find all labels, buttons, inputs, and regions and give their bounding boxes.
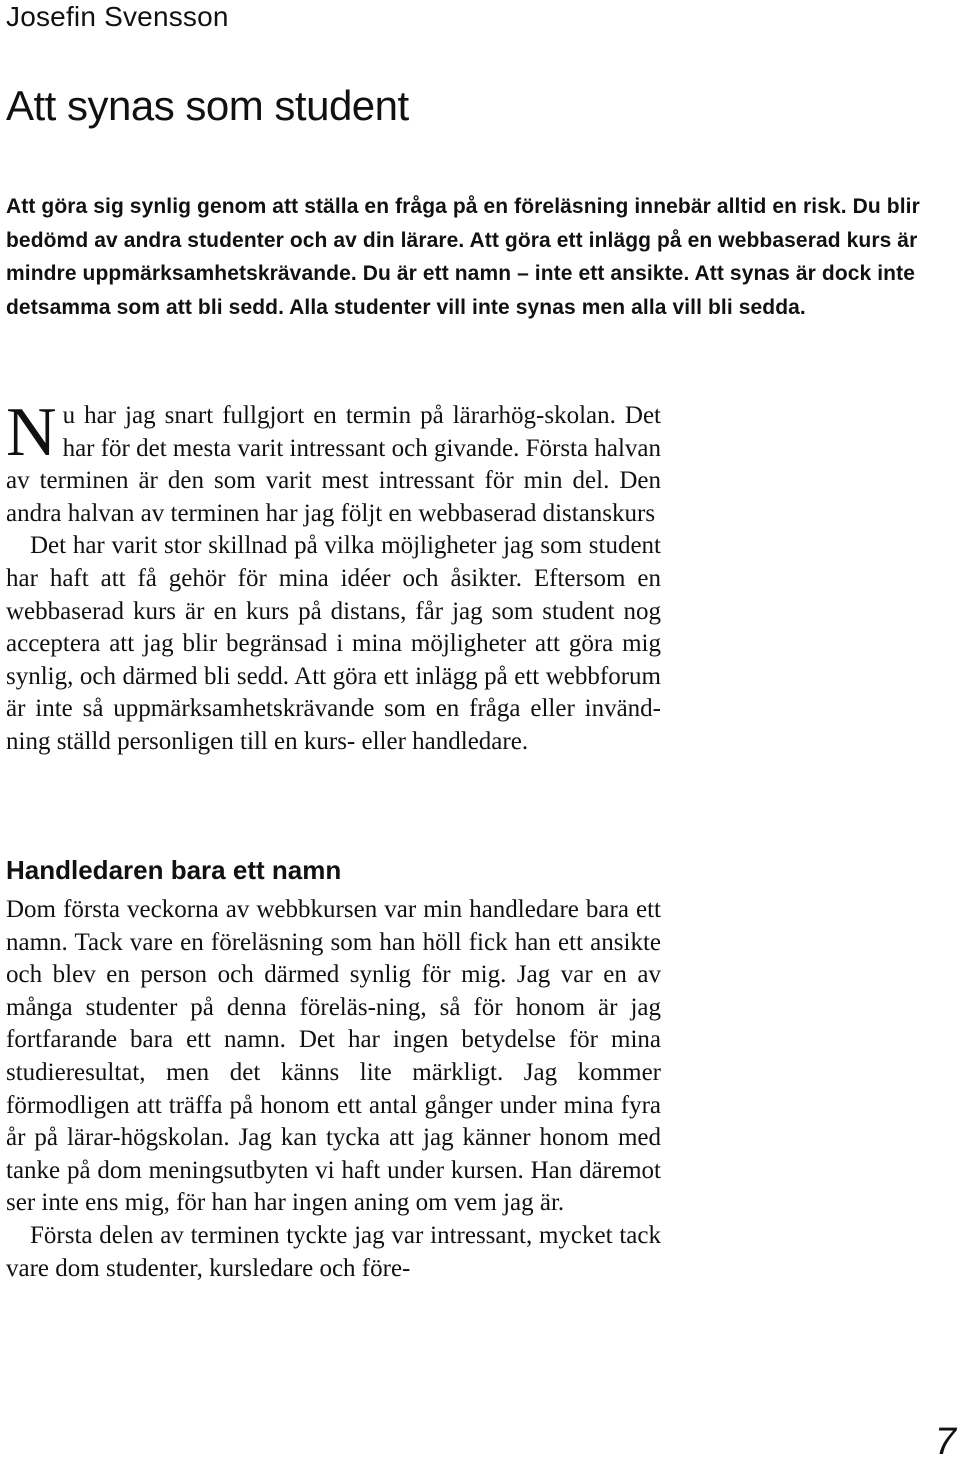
- section-heading: Handledaren bara ett namn: [6, 855, 342, 885]
- supervisor-paragraph: Dom första veckorna av webbkursen var min handledare bara ett namn. Tack vare en föreläsning som han höll fick han ett ansikte och blev en person och därmed synlig för mig. Jag var en av många studenter på denna föreläs-ning, så för honom är jag fortfarande bara ett namn. Det har ingen betydelse för mina studieresultat, men det känns lite märkligt. Jag kommer förmodligen att träffa på honom ett antal gånger under mina fyra år på lärar-högskolan. Jag kan tycka att jag känner honom med tanke på dom meningsutbyten vi haft under kursen. Han däremot ser inte ens mig, för han har ingen aning om vem jag är.: [6, 896, 661, 1217]
- body-section-supervisor: [6, 894, 661, 1285]
- author-name: Josefin Svensson: [6, 1, 229, 32]
- body-section-intro: [6, 394, 661, 759]
- intro-paragraph-text: u har jag snart fullgjort en termin på lärarhög-skolan. Det har för det mesta varit intressant och givande. Första halvan av terminen är den som varit mest intressant för min del. Den andra halvan av terminen har jag följt en webbaserad distanskurs: [6, 402, 661, 527]
- article-title: Att synas som student: [6, 82, 409, 129]
- ingress-paragraph: Att göra sig synlig genom att ställa en fråga på en föreläsning innebär alltid en risk. Du blir bedömd av andra studenter och av din lärare. Att göra ett inlägg på en webbaserad kurs är mindre uppmärksamhetskrävande. Du är ett namn – inte ett ansikte. Att synas är dock inte detsamma som att bli sedd. Alla studenter vill inte synas men alla vill bli sedda.: [6, 195, 920, 319]
- drop-cap: N: [6, 394, 57, 471]
- distance-course-paragraph: Det har varit stor skillnad på vilka möjligheter jag som student har haft att få gehör för mina idéer och åsikter. Eftersom en webbaserad kurs är en kurs på distans, får jag som student nog acceptera att jag blir begränsad i mina möjligheter att göra mig synlig, och därmed bli sedd. Att göra ett inlägg på ett webbforum är inte så uppmärksamhetskrävande som en fråga eller invänd-ning ställd personligen till en kurs- eller handledare.: [6, 532, 661, 755]
- page-number: 7: [934, 1421, 956, 1463]
- first-term-paragraph: Första delen av terminen tyckte jag var intressant, mycket tack vare dom studenter, kursledare och före-: [6, 1221, 661, 1282]
- intro-paragraph: [6, 394, 661, 530]
